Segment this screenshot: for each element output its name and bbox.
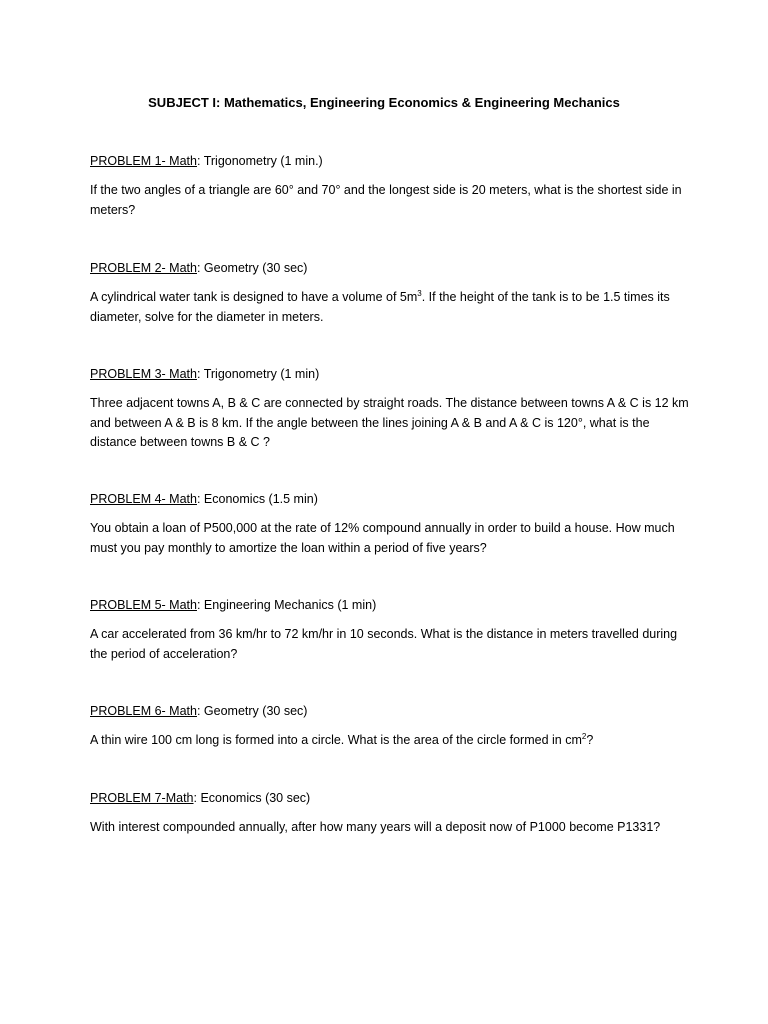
problem-label: PROBLEM 4- Math <box>90 492 197 506</box>
problem-3 <box>90 365 690 453</box>
problem-label: PROBLEM 6- Math <box>90 704 197 718</box>
problem-label: PROBLEM 7-Math <box>90 791 194 805</box>
superscript: 2 <box>581 732 587 741</box>
subject-title: SUBJECT I: Mathematics, Engineering Economics & Engineering Mechanics <box>148 95 620 110</box>
problem-topic: : Engineering Mechanics (1 min) <box>196 598 377 612</box>
problem-4 <box>90 490 690 558</box>
problem-label: PROBLEM 3- Math <box>90 367 197 381</box>
problem-text: Three adjacent towns A, B & C are connected by straight roads. The distance between towns A & C is 12 km and between A & B is 8 km. If the angle between the lines joining A & B and A & C is 120°, what is the distance between towns B & C ? <box>90 396 689 449</box>
problem-heading <box>90 596 690 614</box>
problem-heading <box>90 259 690 277</box>
problem-topic: : Economics (30 sec) <box>193 791 311 805</box>
problem-2 <box>90 259 690 327</box>
problem-heading <box>90 365 690 383</box>
problem-text: A car accelerated from 36 km/hr to 72 km/hr in 10 seconds. What is the distance in meters travelled during the period of acceleration? <box>90 627 678 661</box>
problem-text: With interest compounded annually, after how many years will a deposit now of P1000 become P1331? <box>90 820 661 834</box>
problem-5 <box>90 596 690 664</box>
problem-heading <box>90 490 690 508</box>
problem-text <box>90 288 690 327</box>
problem-text-start: A thin wire 100 cm long is formed into a circle. What is the area of the circle formed in cm <box>90 733 582 747</box>
problem-label: PROBLEM 2- Math <box>90 261 197 275</box>
problem-topic: : Geometry (30 sec) <box>196 704 308 718</box>
problem-heading <box>90 702 690 720</box>
problem-heading <box>90 152 690 170</box>
problem-heading <box>90 789 690 807</box>
problem-label: PROBLEM 5- Math <box>90 598 197 612</box>
problem-7 <box>90 789 690 838</box>
problem-topic: : Geometry (30 sec) <box>196 261 308 275</box>
problem-text-start: A cylindrical water tank is designed to have a volume of 5m <box>90 290 418 304</box>
problem-text: If the two angles of a triangle are 60° and 70° and the longest side is 20 meters, what is the shortest side in meters? <box>90 183 682 217</box>
problem-topic: : Trigonometry (1 min) <box>196 367 320 381</box>
problem-1 <box>90 152 690 220</box>
problem-text: You obtain a loan of P500,000 at the rate of 12% compound annually in order to build a house. How much must you pay monthly to amortize the loan within a period of five years? <box>90 521 675 555</box>
problem-topic: : Trigonometry (1 min.) <box>196 154 323 168</box>
problem-text-end: . If the height of the tank is to be 1.5 times its diameter, solve for the diameter in meters. <box>90 290 670 324</box>
problem-topic: : Economics (1.5 min) <box>196 492 318 506</box>
problem-6 <box>90 702 690 751</box>
problem-label: PROBLEM 1- Math <box>90 154 197 168</box>
problem-text <box>90 731 690 751</box>
superscript: 3 <box>417 289 422 298</box>
problem-text-end: ? <box>586 733 594 747</box>
